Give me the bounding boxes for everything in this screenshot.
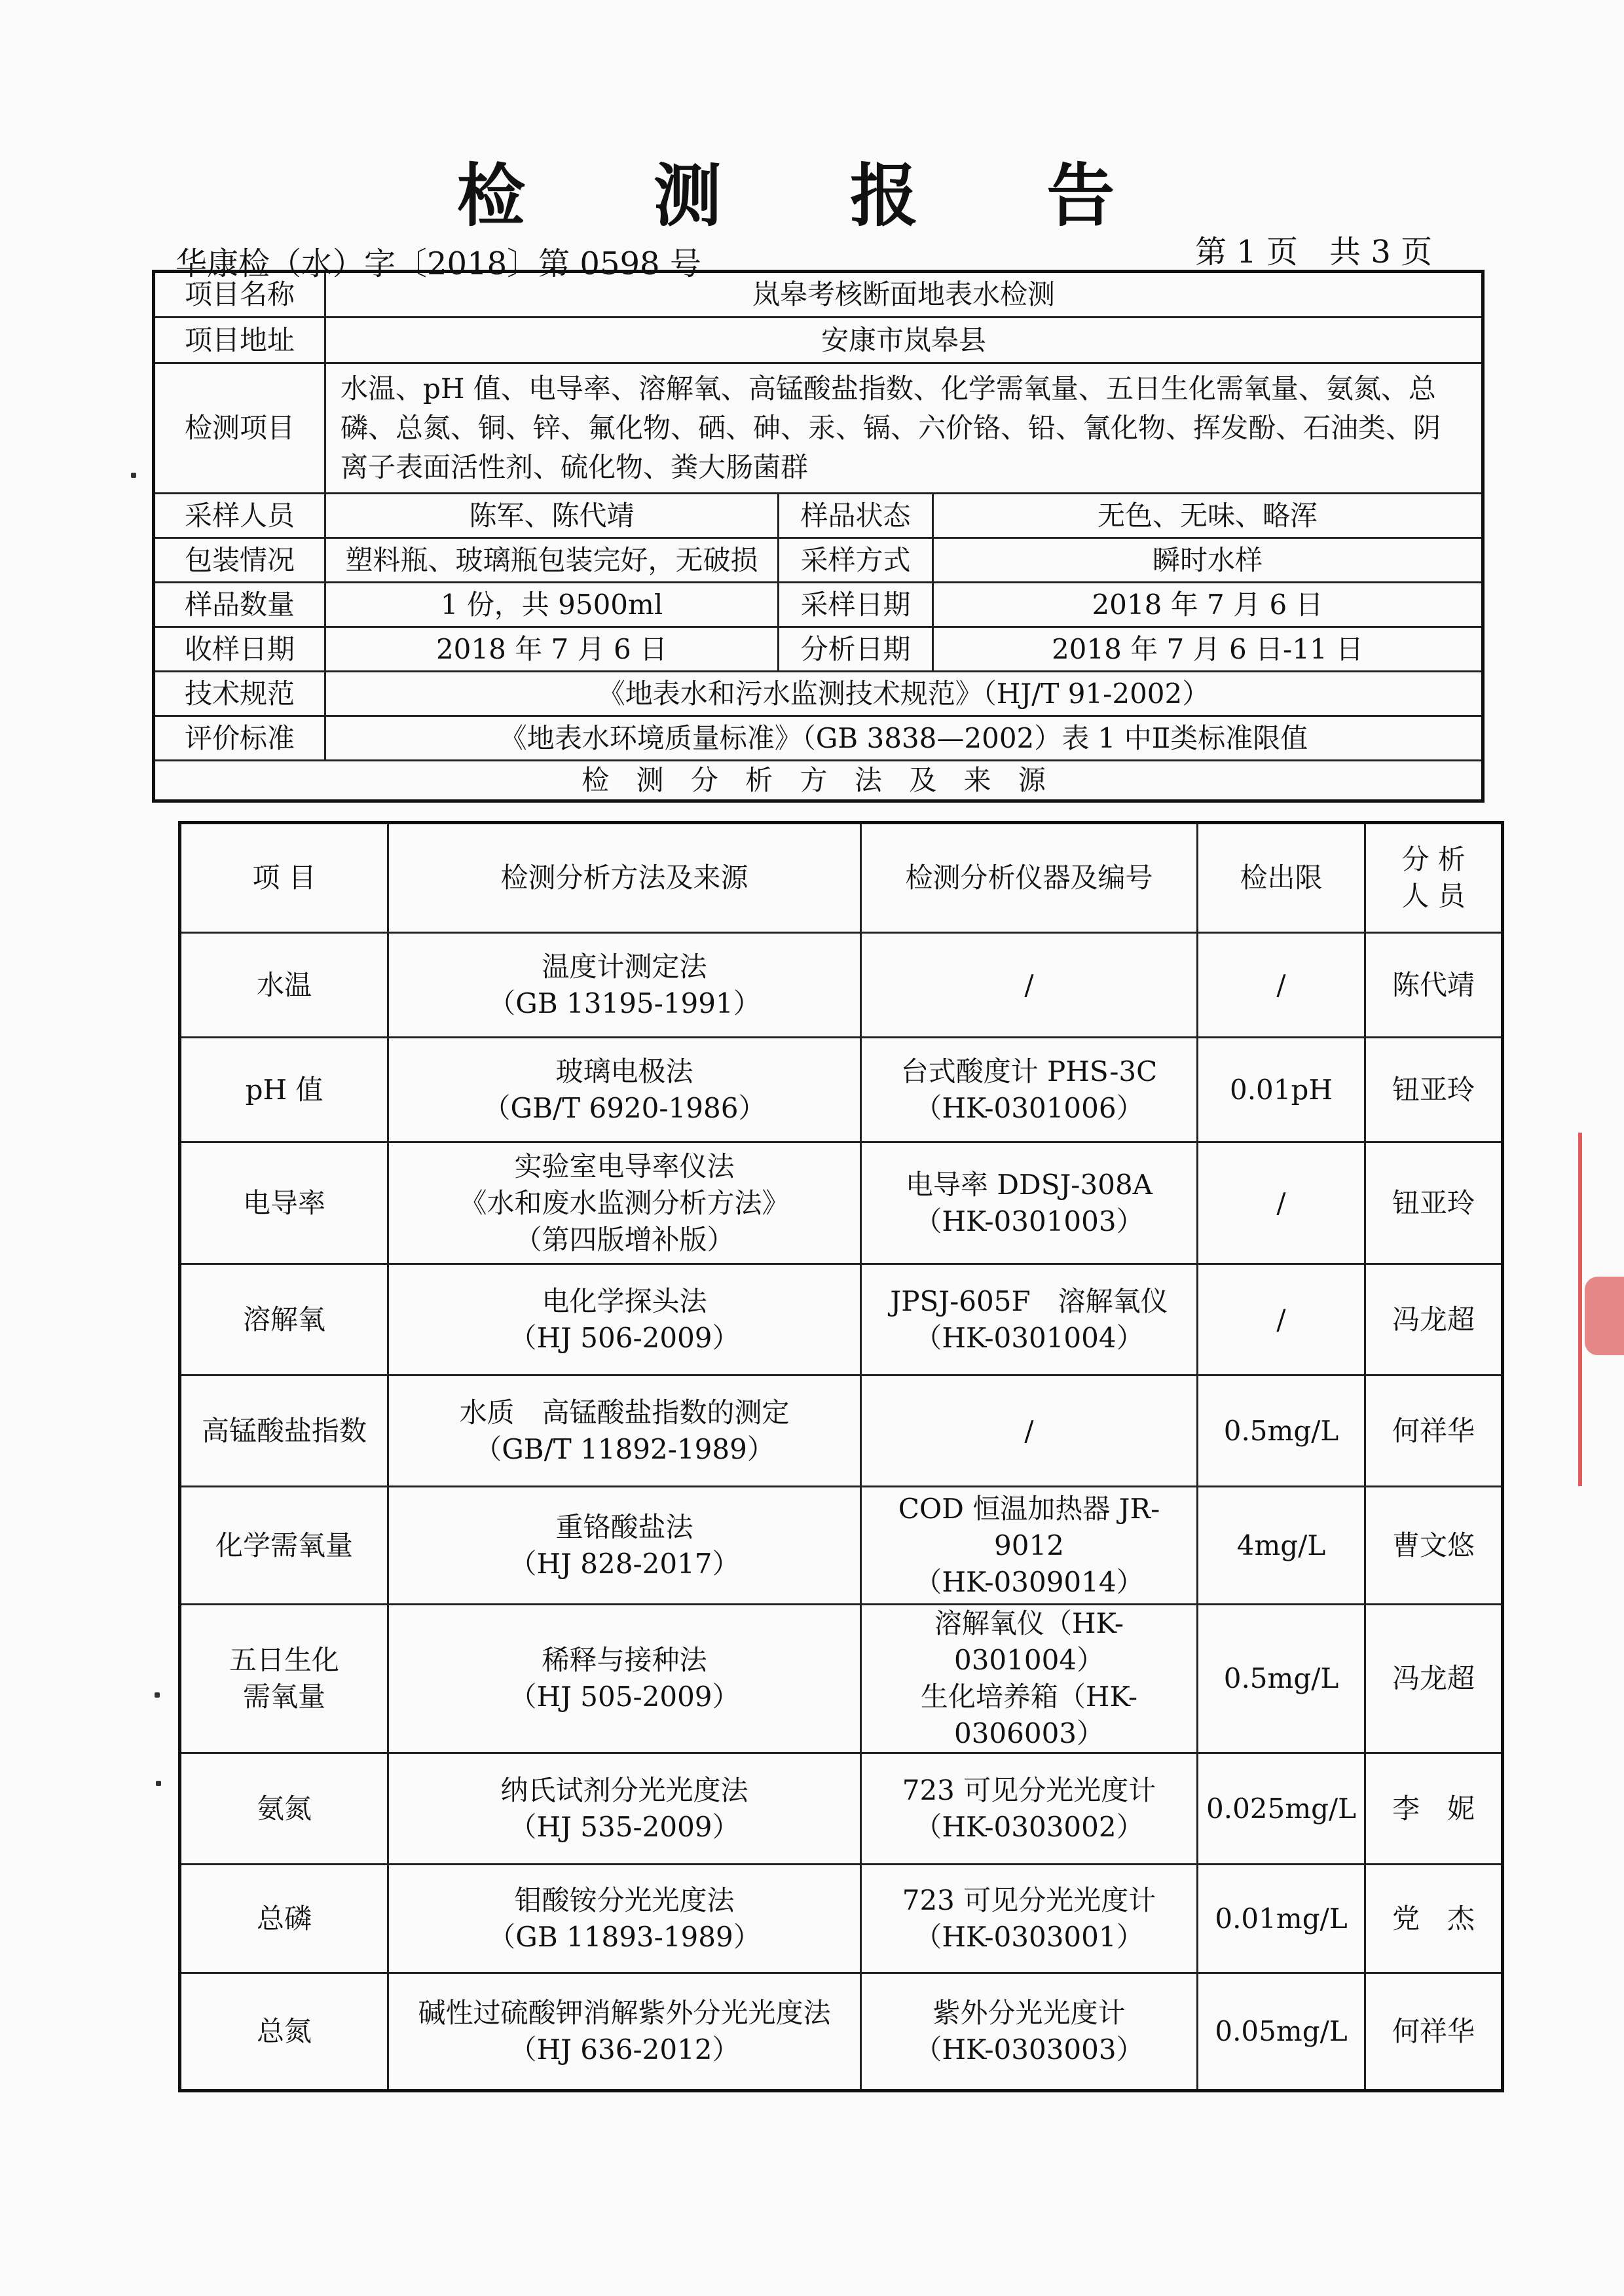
analysis-date-label: 分析日期 xyxy=(779,627,933,672)
method-method-cell: 钼酸铵分光光度法 （GB 11893-1989） xyxy=(388,1865,861,1973)
eval-std: 《地表水环境质量标准》（GB 3838—2002）表 1 中Ⅱ类标准限值 xyxy=(325,716,1483,761)
method-instrument-cell: JPSJ-605F 溶解氧仪 （HK-0301004） xyxy=(861,1264,1198,1376)
analysis-date: 2018 年 7 月 6 日-11 日 xyxy=(933,627,1483,672)
method-instrument-cell: 台式酸度计 PHS-3C （HK-0301006） xyxy=(861,1038,1198,1142)
method-analyst-cell: 钮亚玲 xyxy=(1365,1038,1503,1142)
method-analyst-cell: 何祥华 xyxy=(1365,1973,1503,2091)
test-items: 水温、pH 值、电导率、溶解氧、高锰酸盐指数、化学需氧量、五日生化需氧量、氨氮、总磷、总氮、铜、锌、氟化物、硒、砷、汞、镉、六价铬、铅、氰化物、挥发酚、石油类、阴离子表面活性剂、硫化物、粪大肠菌群 xyxy=(325,363,1483,494)
method-method-cell: 温度计测定法 （GB 13195-1991） xyxy=(388,933,861,1038)
method-item-cell: 高锰酸盐指数 xyxy=(180,1376,388,1487)
method-row xyxy=(180,1973,1503,2091)
method-analyst-cell: 钮亚玲 xyxy=(1365,1142,1503,1264)
method-instrument-cell: 723 可见分光光度计 （HK-0303002） xyxy=(861,1753,1198,1865)
project-address: 安康市岚皋县 xyxy=(325,318,1483,363)
report-title: 检 测 报 告 xyxy=(456,155,1168,236)
method-analyst-cell: 陈代靖 xyxy=(1365,933,1503,1038)
method-limit-cell: 0.5mg/L xyxy=(1198,1376,1365,1487)
sample-state-label: 样品状态 xyxy=(779,494,933,538)
method-row xyxy=(180,933,1503,1038)
method-limit-cell: 0.5mg/L xyxy=(1198,1605,1365,1753)
method-instrument-cell: 723 可见分光光度计 （HK-0303001） xyxy=(861,1865,1198,1973)
sampler-label: 采样人员 xyxy=(154,494,325,538)
method-method-cell: 水质 高锰酸盐指数的测定 （GB/T 11892-1989） xyxy=(388,1376,861,1487)
method-instrument-cell: 电导率 DDSJ-308A （HK-0301003） xyxy=(861,1142,1198,1264)
method-row xyxy=(180,1605,1503,1753)
hdr-item: 项 目 xyxy=(180,823,388,933)
method-limit-cell: / xyxy=(1198,933,1365,1038)
method-method-cell: 重铬酸盐法 （HJ 828-2017） xyxy=(388,1487,861,1605)
method-method-cell: 稀释与接种法 （HJ 505-2009） xyxy=(388,1605,861,1753)
method-row xyxy=(180,1865,1503,1973)
info-table xyxy=(152,270,1485,803)
page-info: 第 1 页 共 3 页 xyxy=(1195,234,1433,270)
method-limit-cell: / xyxy=(1198,1264,1365,1376)
method-analyst-cell: 党 杰 xyxy=(1365,1865,1503,1973)
receive-date-label: 收样日期 xyxy=(154,627,325,672)
method-item-cell: 溶解氧 xyxy=(180,1264,388,1376)
sampling-method: 瞬时水样 xyxy=(933,538,1483,583)
method-row xyxy=(180,1753,1503,1865)
red-seal-ink xyxy=(1585,1277,1624,1355)
sampling-date-label: 采样日期 xyxy=(779,583,933,627)
method-row xyxy=(180,1038,1503,1142)
method-limit-cell: 0.01mg/L xyxy=(1198,1865,1365,1973)
hdr-analyst: 分 析 人 员 xyxy=(1365,823,1503,933)
method-limit-cell: 0.025mg/L xyxy=(1198,1753,1365,1865)
scan-mark xyxy=(155,1692,160,1698)
sample-qty: 1 份，共 9500ml xyxy=(325,583,779,627)
project-name-label: 项目名称 xyxy=(154,272,325,318)
method-method-cell: 碱性过硫酸钾消解紫外分光光度法 （HJ 636-2012） xyxy=(388,1973,861,2091)
methods-table xyxy=(178,821,1504,2092)
tech-spec: 《地表水和污水监测技术规范》（HJ/T 91-2002） xyxy=(325,672,1483,716)
method-instrument-cell: 紫外分光光度计 （HK-0303003） xyxy=(861,1973,1198,2091)
method-row xyxy=(180,1264,1503,1376)
methods-header-row xyxy=(180,823,1503,933)
hdr-limit: 检出限 xyxy=(1198,823,1365,933)
method-instrument-cell: / xyxy=(861,1376,1198,1487)
sampler: 陈军、陈代靖 xyxy=(325,494,779,538)
tech-spec-label: 技术规范 xyxy=(154,672,325,716)
report-number: 华康检（水）字〔2018〕第 0598 号 xyxy=(175,246,701,282)
method-method-cell: 纳氏试剂分光光度法 （HJ 535-2009） xyxy=(388,1753,861,1865)
packaging-label: 包装情况 xyxy=(154,538,325,583)
hdr-method: 检测分析方法及来源 xyxy=(388,823,861,933)
packaging: 塑料瓶、玻璃瓶包装完好，无破损 xyxy=(325,538,779,583)
receive-date: 2018 年 7 月 6 日 xyxy=(325,627,779,672)
method-method-cell: 电化学探头法 （HJ 506-2009） xyxy=(388,1264,861,1376)
hdr-instrument: 检测分析仪器及编号 xyxy=(861,823,1198,933)
method-instrument-cell: / xyxy=(861,933,1198,1038)
eval-std-label: 评价标准 xyxy=(154,716,325,761)
sampling-date: 2018 年 7 月 6 日 xyxy=(933,583,1483,627)
method-limit-cell: 0.01pH xyxy=(1198,1038,1365,1142)
sampling-method-label: 采样方式 xyxy=(779,538,933,583)
method-item-cell: 五日生化 需氧量 xyxy=(180,1605,388,1753)
method-analyst-cell: 李 妮 xyxy=(1365,1753,1503,1865)
method-analyst-cell: 曹文悠 xyxy=(1365,1487,1503,1605)
method-item-cell: 电导率 xyxy=(180,1142,388,1264)
method-analyst-cell: 冯龙超 xyxy=(1365,1264,1503,1376)
project-address-label: 项目地址 xyxy=(154,318,325,363)
method-limit-cell: / xyxy=(1198,1142,1365,1264)
method-row xyxy=(180,1376,1503,1487)
method-item-cell: 化学需氧量 xyxy=(180,1487,388,1605)
method-item-cell: 水温 xyxy=(180,933,388,1038)
method-limit-cell: 4mg/L xyxy=(1198,1487,1365,1605)
sample-state: 无色、无味、略浑 xyxy=(933,494,1483,538)
method-analyst-cell: 何祥华 xyxy=(1365,1376,1503,1487)
method-item-cell: 氨氮 xyxy=(180,1753,388,1865)
scan-mark xyxy=(131,473,136,478)
method-item-cell: 总磷 xyxy=(180,1865,388,1973)
sample-qty-label: 样品数量 xyxy=(154,583,325,627)
method-row xyxy=(180,1487,1503,1605)
method-analyst-cell: 冯龙超 xyxy=(1365,1605,1503,1753)
method-method-cell: 实验室电导率仪法 《水和废水监测分析方法》 （第四版增补版） xyxy=(388,1142,861,1264)
method-method-cell: 玻璃电极法 （GB/T 6920-1986） xyxy=(388,1038,861,1142)
method-item-cell: 总氮 xyxy=(180,1973,388,2091)
method-instrument-cell: COD 恒温加热器 JR-9012 （HK-0309014） xyxy=(861,1487,1198,1605)
test-items-label: 检测项目 xyxy=(154,363,325,494)
method-limit-cell: 0.05mg/L xyxy=(1198,1973,1365,2091)
project-name: 岚皋考核断面地表水检测 xyxy=(325,272,1483,318)
scan-mark xyxy=(156,1781,161,1786)
section-title: 检 测 分 析 方 法 及 来 源 xyxy=(154,761,1483,801)
method-row xyxy=(180,1142,1503,1264)
method-item-cell: pH 值 xyxy=(180,1038,388,1142)
method-instrument-cell: 溶解氧仪（HK-0301004） 生化培养箱（HK-0306003） xyxy=(861,1605,1198,1753)
